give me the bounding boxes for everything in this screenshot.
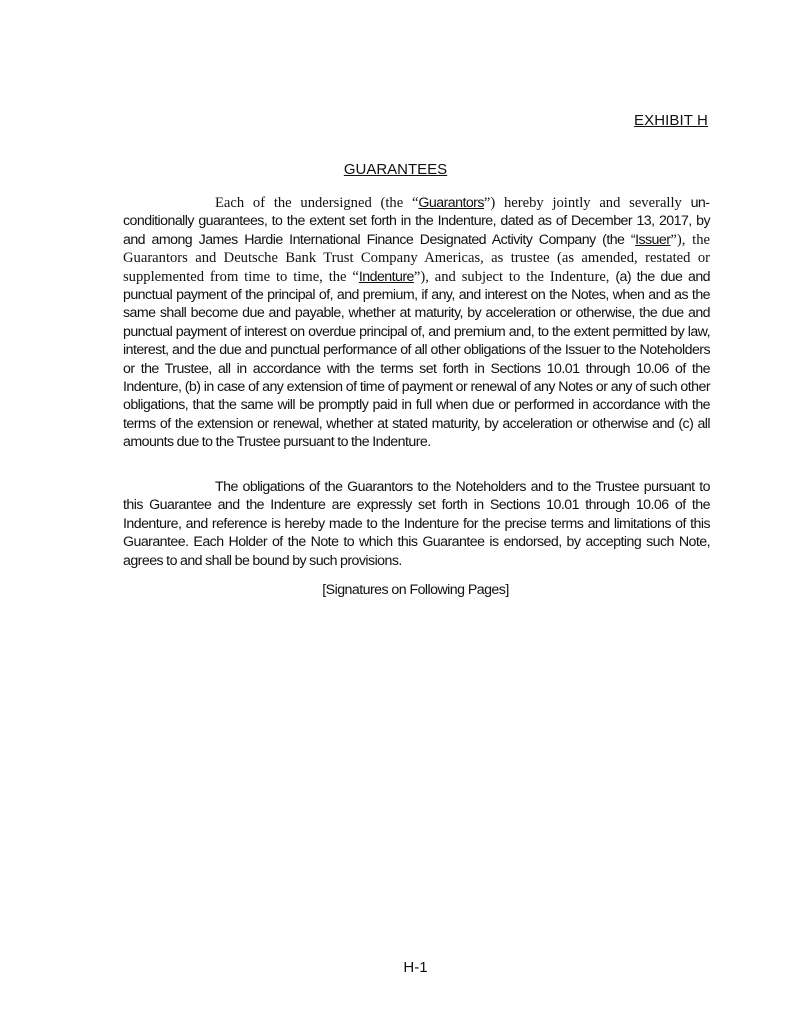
guarantee-paragraph-2 [123, 478, 710, 570]
para1-text-d: ”), the Guarantors and Deutsche Bank Trust Company Americas, as trustee (as amended, restated or supplemented from time to time, the “ [123, 231, 710, 285]
signature-note: [Signatures on Following Pages] [322, 582, 509, 598]
exhibit-label: EXHIBIT H [634, 112, 708, 129]
guarantors-defined-term: Guarantors [418, 195, 484, 211]
para1-text-c: unconditionally guarantees, to the extent set forth in the Indenture, dated as of December 13, 2017, by and among James Hardie International Finance Designated Activity Company (the “ [123, 195, 710, 248]
guarantee-paragraph-1 [123, 194, 710, 452]
para2-text: The obligations of the Guarantors to the Noteholders and to the Trustee pursuant to this Guarantee and the Indenture are expressly set forth in Sections 10.01 through 10.06 of the Indenture, and reference is hereby made to the Indenture for the precise terms and limitations of this Guarantee. Each Holder of the Note to which this Guarantee is endorsed, by accepting such Note, agrees to and shall be bound by such provisions. [123, 479, 710, 569]
page-title: GUARANTEES [343, 161, 448, 178]
para1-text-b: ”) hereby jointly and severally [483, 195, 691, 211]
issuer-defined-term: Issuer [635, 231, 671, 248]
para1-text-e: ”), and subject to the Indenture, [413, 268, 616, 285]
para1-text-a: Each of the undersigned (the “ [215, 195, 419, 211]
para1-text-f: (a) the due and punctual payment of the principal of, and premium, if any, and interest on the Notes, when and as the same shall become due and payable, whether at maturity, by acceleration or otherwise, the due and punctual payment of interest on overdue principal of, and premium and, to the extent permitted by law, interest, and the due and punctual performance of all other obligations of the Issuer to the Noteholders or the Trustee, all in accordance with the terms set forth in Sections 10.01 through 10.06 of the Indenture, (b) in case of any extension of time of payment or renewal of any Notes or any of such other obligations, that the same will be promptly paid in full when due or performed in accordance with the terms of the extension or renewal, whether at stated maturity, by acceleration or otherwise and (c) all amounts due to the Trustee pursuant to the Indenture. [123, 268, 710, 451]
indenture-defined-term: Indenture [358, 268, 414, 285]
page-number: H-1 [403, 959, 428, 976]
